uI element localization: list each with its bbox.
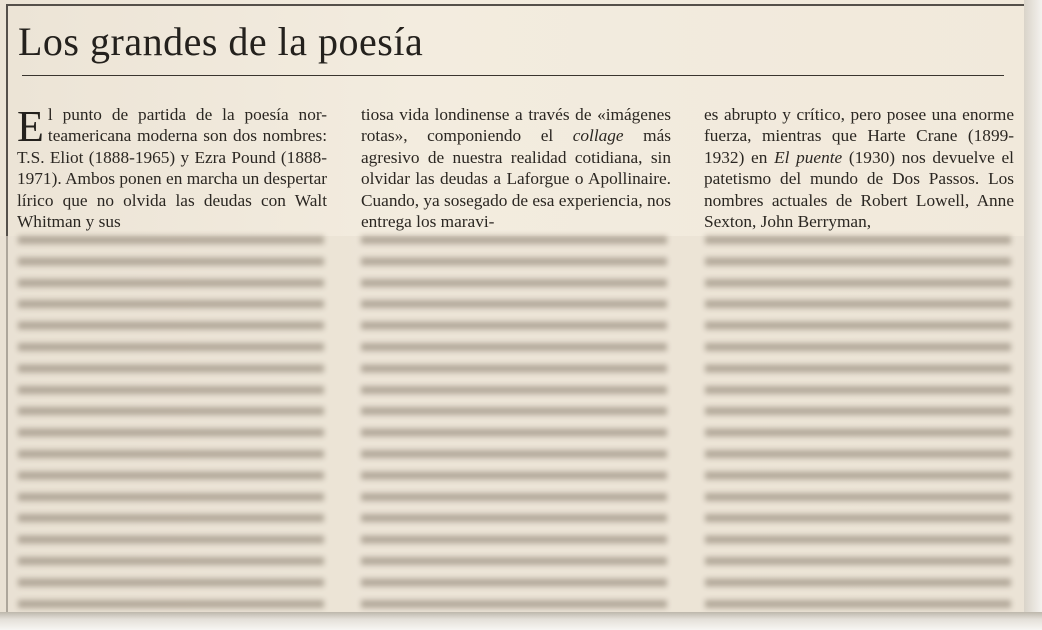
text-column-2 xyxy=(361,104,671,232)
blurred-text-column-3 xyxy=(705,236,1011,612)
blurred-text-column-2 xyxy=(361,236,667,612)
column-2-emphasis: collage xyxy=(572,126,624,146)
drop-cap: E xyxy=(17,102,44,151)
page-right-edge xyxy=(1024,0,1042,630)
column-3-paragraph xyxy=(704,104,1014,232)
column-1-paragraph xyxy=(17,104,327,232)
column-2-paragraph xyxy=(361,104,671,232)
column-3-text-b: (1930) nos devuelve el patetismo del mundo de Dos Passos. Los nombres actuales de Robert Lowell, Anne Sexton, John Berryman, xyxy=(704,147,1014,232)
column-2-text-b: más agresivo de nuestra realidad cotidiana, sin olvidar las deudas a Laforgue o Apollinaire. Cuando, ya sosegado de esa experiencia, nos entrega los maravi- xyxy=(361,126,671,232)
page-bottom-edge xyxy=(0,612,1042,630)
column-3-emphasis: El puente xyxy=(774,147,843,167)
text-column-3 xyxy=(704,104,1014,232)
column-2-text-a: tiosa vida londinense a través de «imágenes rotas», componiendo el xyxy=(361,105,671,146)
title-rule xyxy=(22,75,1004,76)
text-column-1 xyxy=(17,104,327,232)
column-1-text: l punto de partida de la poesía nor-teamericana moderna son dos nombres: T.S. Eliot (1888-1965) y Ezra Pound (1888-1971). Ambos ponen en marcha un despertar lírico que no olvida las deudas con Walt Whitman y sus xyxy=(17,105,327,232)
article-title: Los grandes de la poesía xyxy=(18,19,424,64)
column-3-text-a: es abrupto y crítico, pero posee una enorme fuerza, mientras que Harte Crane (1899-1932) en xyxy=(704,105,1014,167)
blurred-text-column-1 xyxy=(18,236,324,612)
